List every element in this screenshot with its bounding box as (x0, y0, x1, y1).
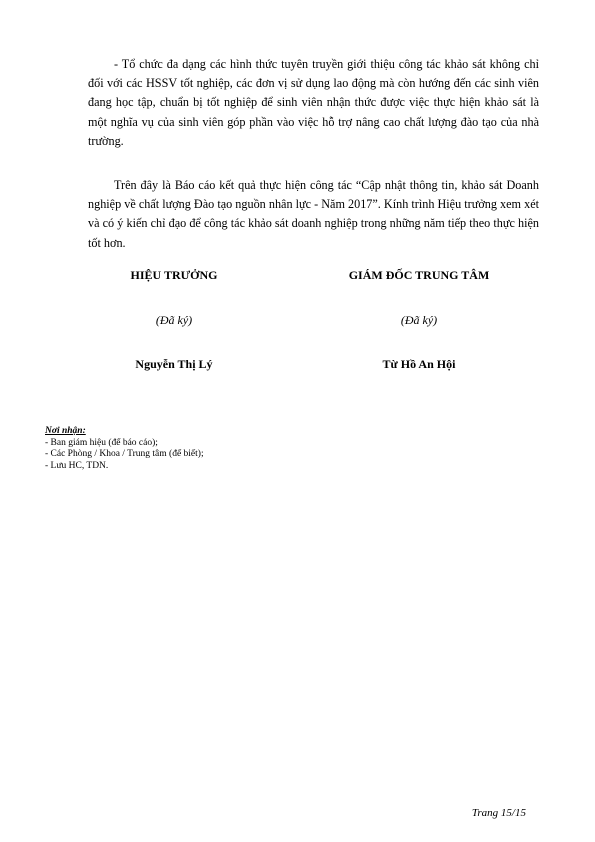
signature-block-center-director (319, 268, 519, 375)
body-paragraph-conclusion: Trên đây là Báo cáo kết quả thực hiện công tác “Cập nhật thông tin, khảo sát Doanh nghiệp về chất lượng Đào tạo nguồn nhân lực - Năm 2017”. Kính trình Hiệu trưởng xem xét và có ý kiến chỉ đạo để công tác khảo sát doanh nghiệp trong những năm tiếp theo thực hiện tốt hơn. (88, 178, 539, 250)
page-number: Trang 15/15 (471, 807, 526, 819)
signature-block-principal (74, 268, 274, 375)
body-paragraph-recommendation: - Tổ chức đa dạng các hình thức tuyên truyền giới thiệu công tác khảo sát không chỉ đối với các HSSV tốt nghiệp, các đơn vị sử dụng lao động mà còn hướng đến các sinh viên đang học tập, chuẩn bị tốt nghiệp để sinh viên nhận thức được việc thực hiện khảo sát là một nghĩa vụ của sinh viên góp phần vào việc hỗ trợ nâng cao chất lượng đào tạo của nhà trường. (88, 57, 539, 148)
signature-title-principal: HIỆU TRƯỞNG (130, 268, 218, 282)
signature-name-center-director: Từ Hồ An Hội (382, 357, 456, 371)
signature-name-principal: Nguyễn Thị Lý (135, 357, 213, 371)
signature-title-center-director: GIÁM ĐỐC TRUNG TÂM (348, 268, 490, 282)
signature-status-center-director: (Đã ký) (400, 313, 438, 327)
recipients-item: - Lưu HC, TDN. (45, 460, 109, 471)
recipients-item: - Ban giám hiệu (để báo cáo); (45, 437, 158, 448)
recipients-block (45, 426, 204, 472)
recipients-title: Nơi nhận: (45, 426, 86, 436)
recipients-item: - Các Phòng / Khoa / Trung tâm (để biết); (45, 449, 204, 459)
signature-status-principal: (Đã ký) (155, 313, 193, 327)
